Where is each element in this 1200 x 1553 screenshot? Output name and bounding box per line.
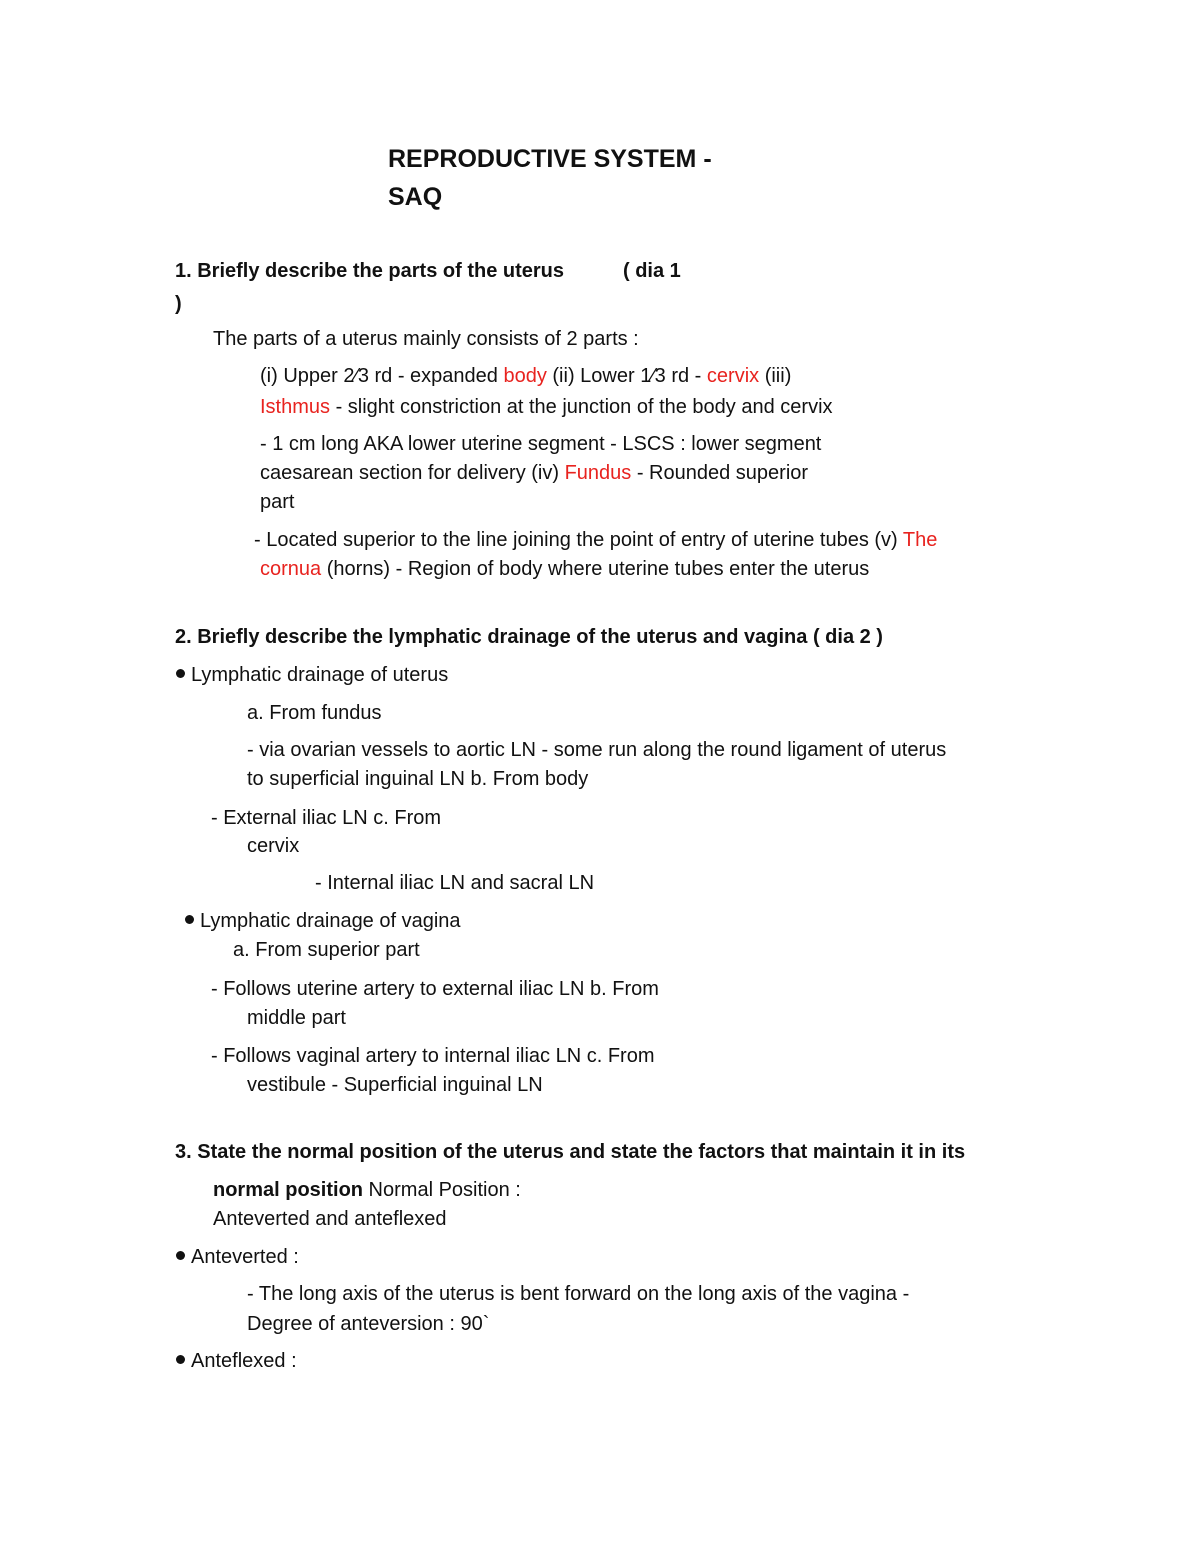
anteverted-label: Anteverted : xyxy=(191,1246,299,1268)
q2-v4: - Follows vaginal artery to internal iliac LN c. From xyxy=(211,1045,655,1067)
vagina-drainage-heading xyxy=(185,907,461,935)
q2-u2: - via ovarian vessels to aortic LN - some run along the round ligament of uterus xyxy=(247,739,947,761)
q1-line-7 xyxy=(260,555,869,583)
vagina-drainage-label: Lymphatic drainage of vagina xyxy=(200,910,461,932)
uterus-drainage-label: Lymphatic drainage of uterus xyxy=(191,664,449,686)
anteflexed-heading xyxy=(176,1347,297,1375)
q2-u4: - External iliac LN c. From xyxy=(211,807,442,829)
q1-line-7-b: (horns) - Region of body where uterine tubes enter the uterus xyxy=(326,558,870,580)
bullet-icon xyxy=(185,915,194,924)
q1-line-1 xyxy=(260,362,791,390)
q1-line-3: - 1 cm long AKA lower uterine segment - LSCS : lower segment xyxy=(260,433,822,455)
q1-line-6-a: - Located superior to the line joining the point of entry of uterine tubes (v) xyxy=(254,529,903,551)
term-the: The xyxy=(902,529,938,551)
q2-u5: cervix xyxy=(247,835,300,857)
q1-line-1-c: (iii) xyxy=(759,365,792,387)
bullet-icon xyxy=(176,1355,185,1364)
question-1-dia-ref: ( dia 1 xyxy=(623,260,681,282)
question-3-heading-bold: normal position xyxy=(213,1179,363,1201)
question-3-heading-rest: Normal Position : xyxy=(363,1179,521,1201)
term-isthmus: Isthmus xyxy=(260,396,336,418)
question-1-heading-close: ) xyxy=(175,293,182,315)
q2-v5: vestibule - Superficial inguinal LN xyxy=(247,1074,543,1096)
page-title-line1: REPRODUCTIVE SYSTEM - xyxy=(388,145,712,173)
term-cervix: cervix xyxy=(706,365,760,387)
question-1-heading xyxy=(175,257,681,285)
bullet-icon xyxy=(176,669,185,678)
q2-u1: a. From fundus xyxy=(247,702,382,724)
question-3-heading: 3. State the normal position of the uterus and state the factors that maintain it in its xyxy=(175,1141,966,1163)
q2-v1: a. From superior part xyxy=(233,939,420,961)
term-cornua: cornua xyxy=(260,558,327,580)
bullet-icon xyxy=(176,1251,185,1260)
q1-line-5: part xyxy=(260,491,295,513)
q1-line-4 xyxy=(260,459,808,487)
question-1-heading-text: 1. Briefly describe the parts of the uterus xyxy=(175,260,564,282)
q1-line-1-a: (i) Upper 2⁄3 rd - expanded xyxy=(260,365,504,387)
term-body: body xyxy=(503,365,547,387)
q2-v3: middle part xyxy=(247,1007,346,1029)
q1-line-2 xyxy=(260,393,833,421)
q1-line-2-rest: - slight constriction at the junction of the body and cervix xyxy=(335,396,833,418)
question-3-heading-line2 xyxy=(213,1176,521,1204)
q1-line-1-b: (ii) Lower 1⁄3 rd - xyxy=(546,365,707,387)
anteflexed-label: Anteflexed : xyxy=(191,1350,297,1372)
term-fundus: Fundus xyxy=(564,462,637,484)
page-title-line2: SAQ xyxy=(388,183,443,211)
q2-v2: - Follows uterine artery to external iliac LN b. From xyxy=(211,978,659,1000)
q1-intro: The parts of a uterus mainly consists of 2 parts : xyxy=(213,328,639,350)
q3-l1: Anteverted and anteflexed xyxy=(213,1208,447,1230)
question-2-heading: 2. Briefly describe the lymphatic drainage of the uterus and vagina ( dia 2 ) xyxy=(175,626,883,648)
q3-a2: Degree of anteversion : 90` xyxy=(247,1313,490,1335)
uterus-drainage-heading xyxy=(176,661,448,689)
q1-line-4-b: - Rounded superior xyxy=(636,462,809,484)
q2-u6: - Internal iliac LN and sacral LN xyxy=(315,872,595,894)
q3-a1: - The long axis of the uterus is bent forward on the long axis of the vagina - xyxy=(247,1283,910,1305)
q1-line-6 xyxy=(254,526,937,554)
q2-u3: to superficial inguinal LN b. From body xyxy=(247,768,589,790)
q1-line-4-a: caesarean section for delivery (iv) xyxy=(260,462,565,484)
anteverted-heading xyxy=(176,1243,299,1271)
